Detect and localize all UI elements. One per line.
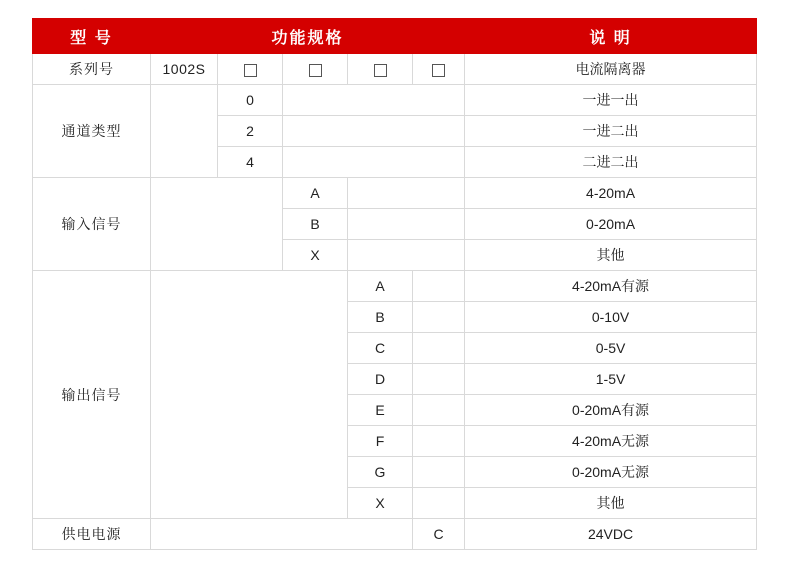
checkbox-icon <box>432 64 445 77</box>
output-code: A <box>348 271 413 302</box>
output-blank <box>413 488 465 519</box>
channel-blank <box>283 147 465 178</box>
output-code: D <box>348 364 413 395</box>
output-code: B <box>348 302 413 333</box>
table-row <box>33 271 757 302</box>
input-code: X <box>283 240 348 271</box>
row-label-power-supply: 供电电源 <box>33 519 151 550</box>
output-blank <box>413 302 465 333</box>
output-blank <box>413 364 465 395</box>
input-code: A <box>283 178 348 209</box>
series-box-1 <box>218 54 283 85</box>
input-desc: 其他 <box>465 240 757 271</box>
input-desc: 4-20mA <box>465 178 757 209</box>
output-blank <box>413 395 465 426</box>
output-code: C <box>348 333 413 364</box>
channel-blank <box>283 116 465 147</box>
power-desc: 24VDC <box>465 519 757 550</box>
output-desc: 其他 <box>465 488 757 519</box>
checkbox-icon <box>244 64 257 77</box>
input-desc: 0-20mA <box>465 209 757 240</box>
header-model: 型 号 <box>33 19 151 54</box>
output-code: X <box>348 488 413 519</box>
channel-code: 2 <box>218 116 283 147</box>
series-box-4 <box>413 54 465 85</box>
table-row <box>33 54 757 85</box>
output-code: G <box>348 457 413 488</box>
output-desc: 0-20mA无源 <box>465 457 757 488</box>
channel-code: 0 <box>218 85 283 116</box>
output-blank <box>413 271 465 302</box>
checkbox-icon <box>374 64 387 77</box>
channel-code: 4 <box>218 147 283 178</box>
channel-desc: 二进二出 <box>465 147 757 178</box>
model-selection-table <box>32 18 757 550</box>
row-label-input-signal: 输入信号 <box>33 178 151 271</box>
output-desc: 0-20mA有源 <box>465 395 757 426</box>
channel-desc: 一进一出 <box>465 85 757 116</box>
row-label-channel-type: 通道类型 <box>33 85 151 178</box>
output-blank <box>413 457 465 488</box>
table-header-row <box>33 19 757 54</box>
input-blank <box>348 178 465 209</box>
input-blank <box>348 240 465 271</box>
header-desc: 说 明 <box>465 19 757 54</box>
table-row <box>33 85 757 116</box>
channel-blank <box>283 85 465 116</box>
series-box-3 <box>348 54 413 85</box>
output-desc: 4-20mA无源 <box>465 426 757 457</box>
series-desc: 电流隔离器 <box>465 54 757 85</box>
header-function: 功能规格 <box>151 19 465 54</box>
power-code: C <box>413 519 465 550</box>
output-blank <box>413 426 465 457</box>
output-code: E <box>348 395 413 426</box>
input-spacer <box>151 178 283 271</box>
output-desc: 0-5V <box>465 333 757 364</box>
table-row <box>33 519 757 550</box>
row-label-series: 系列号 <box>33 54 151 85</box>
series-box-2 <box>283 54 348 85</box>
checkbox-icon <box>309 64 322 77</box>
output-code: F <box>348 426 413 457</box>
output-desc: 4-20mA有源 <box>465 271 757 302</box>
channel-desc: 一进二出 <box>465 116 757 147</box>
series-model-code: 1002S <box>151 54 218 85</box>
output-desc: 0-10V <box>465 302 757 333</box>
row-label-output-signal: 输出信号 <box>33 271 151 519</box>
input-blank <box>348 209 465 240</box>
output-spacer <box>151 271 348 519</box>
table-row <box>33 178 757 209</box>
output-desc: 1-5V <box>465 364 757 395</box>
channel-spacer <box>151 85 218 178</box>
output-blank <box>413 333 465 364</box>
power-spacer <box>151 519 413 550</box>
input-code: B <box>283 209 348 240</box>
